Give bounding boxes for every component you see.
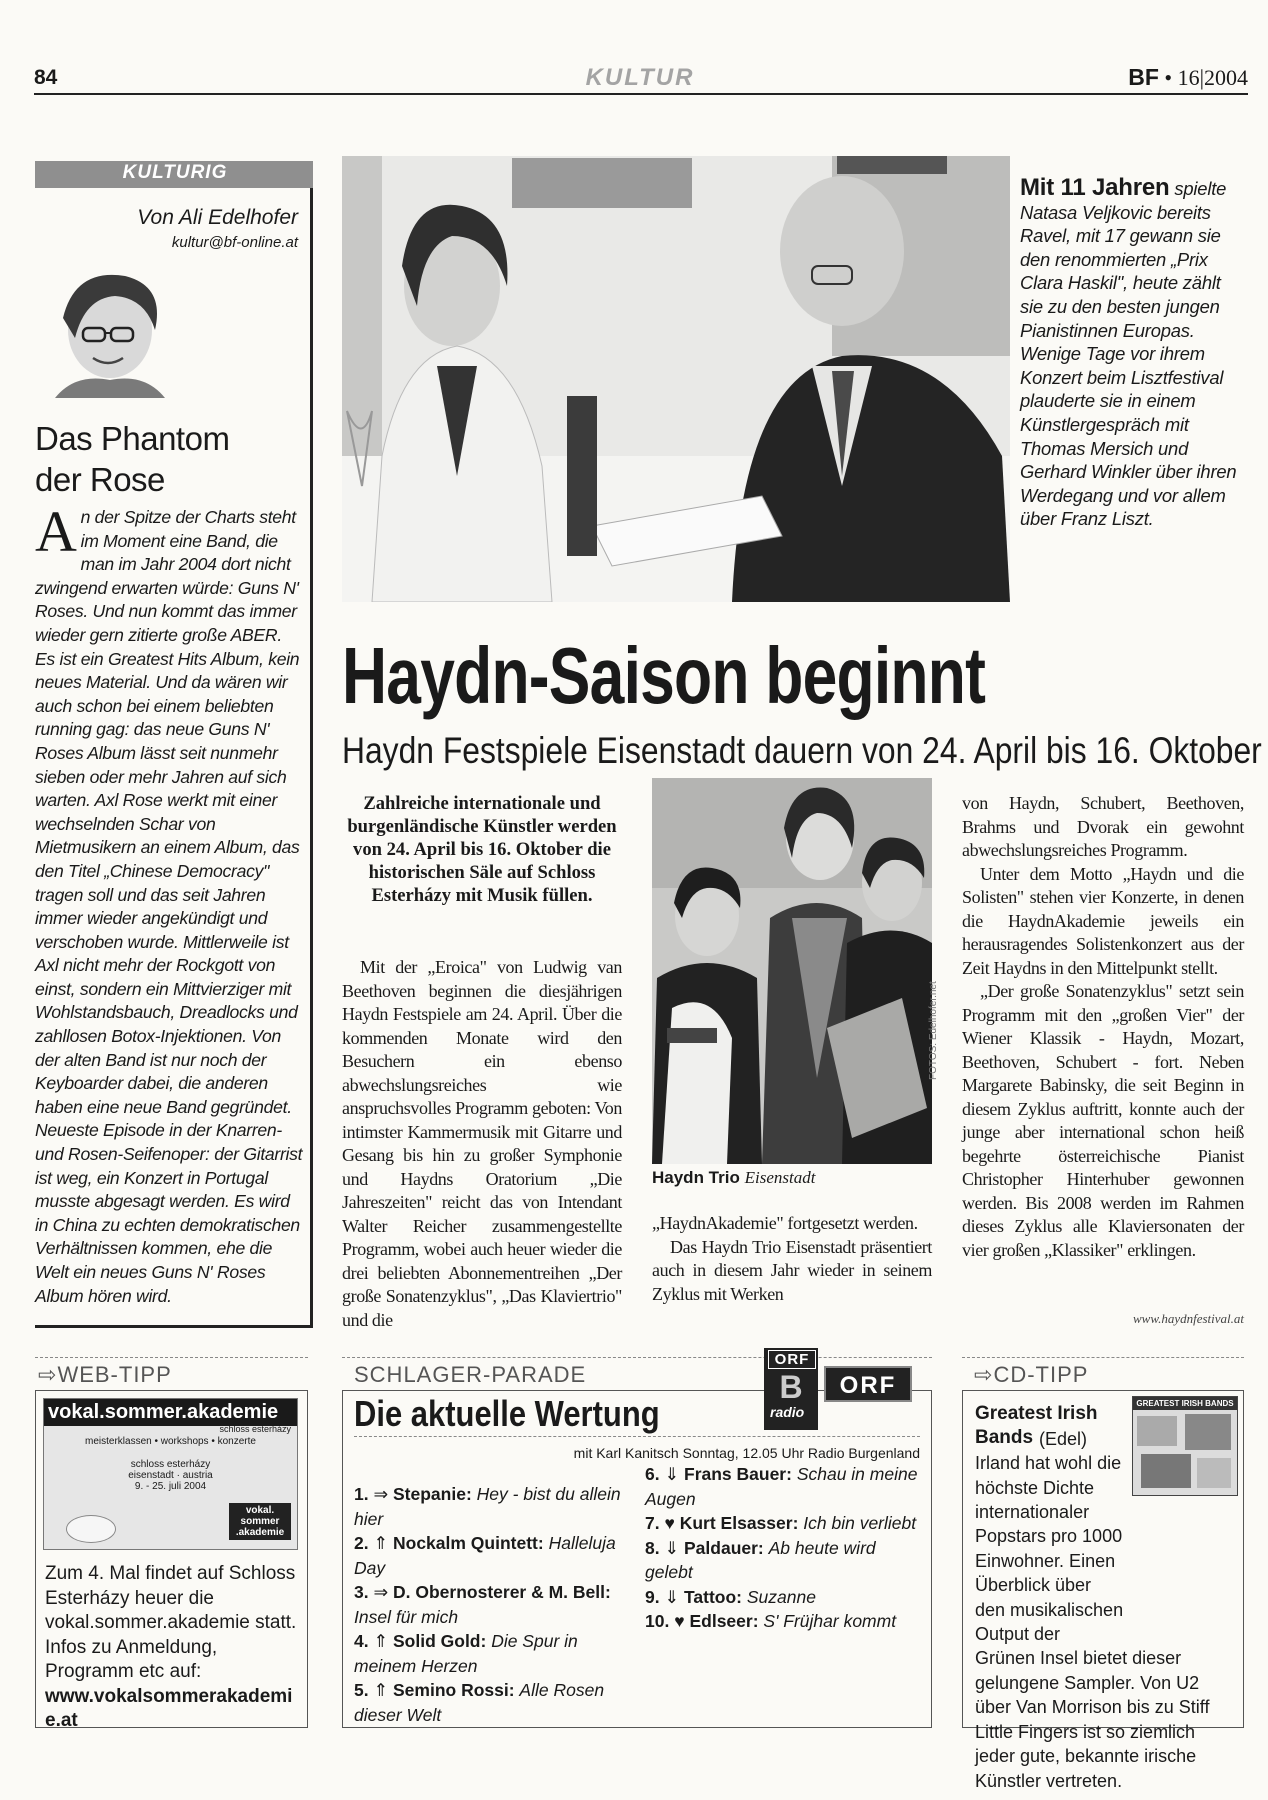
column-email: kultur@bf-online.at: [171, 234, 298, 251]
chart-song: Schau in meine Augen: [645, 1464, 918, 1509]
chart-artist: Solid Gold:: [393, 1631, 492, 1651]
chart-song: Suzanne: [746, 1586, 816, 1607]
article-text-2b: Das Haydn Trio Eisenstadt präsentiert auch in diesem Jahr wieder in seinem Zyklus mit Werken: [652, 1236, 932, 1304]
ad-line3: eisenstadt · austria: [128, 1470, 213, 1481]
ad-title: vokal.sommer.akademie: [44, 1399, 297, 1426]
chart-entry-1: [354, 1482, 624, 1531]
cd-cover-text: GREATEST IRISH BANDS: [1133, 1397, 1237, 1410]
chart-entry-5: [354, 1678, 624, 1727]
chart-artist: Stepanie:: [393, 1484, 477, 1504]
chart-entry-2: [354, 1531, 624, 1580]
web-tipp-body: Zum 4. Mal findet auf Schloss Esterházy heuer die vokal.sommer.akademie statt. Infos zu Anmeldung, Programm etc auf:: [45, 1563, 297, 1682]
chart-song: Alle Rosen dieser Welt: [354, 1680, 605, 1725]
column-title-line1: Das Phantom: [35, 420, 230, 457]
cd-body-wrap: [975, 1427, 1125, 1647]
cd-album: Greatest Irish Bands: [975, 1403, 1098, 1449]
chart-artist: Frans Bauer:: [684, 1464, 797, 1484]
chart-rank: 5.: [354, 1680, 374, 1700]
column-body: [35, 499, 303, 1308]
schlager-subtitle: mit Karl Kanitsch Sonntag, 12.05 Uhr Radio Burgenland: [573, 1445, 920, 1461]
article-column-3: [962, 792, 1244, 1262]
chart-entry-6: [645, 1462, 925, 1511]
arrow-icon: ⇨: [974, 1362, 994, 1387]
chart-list-a: [354, 1482, 624, 1727]
chart-artist: Tattoo:: [684, 1586, 747, 1607]
trio-caption: [652, 1168, 932, 1188]
section-title: KULTUR: [585, 64, 695, 91]
column-text: n der Spitze der Charts steht im Moment eine Band, die man im Jahr 2004 dort nicht zwingend erwarten würde: Guns N' Roses. Und nun kommt das immer wieder gern zitierte große ABER. Es ist ein Greatest Hits Album, kein neues Material. Und da wären wir auch schon bei einem beliebten running gag: das neue Guns N' Roses Album lässt seit nunmehr sieben oder mehr Jahren auf sich warten. Axl Rose werkt mit einer wechselnden Schar von Mietmusikern an einem Album, das den Titel „Chinese Democracy" tragen soll und das seit Jahren immer wieder angekündigt und verschoben wurde. Mittlerweile ist Axl nicht mehr der Rockgott von einst, sondern ein Mittvierziger mit Wohlstandsbauch, Dreadlocks und zahllosen Botox-Injektionen. Von der alten Band ist nur noch der Keyboarder dabei, die anderen haben eine neue Band gegründet. Neueste Episode in der Knarren- und Rosen-Seifenoper: der Gitarrist ist weg, ein Konzert in Portugal musste abgesagt werden. Es wird in China zu echten demokratischen Verhältnissen kommen, ehe die Welt ein neues Guns N' Roses Album hören wird.: [35, 507, 303, 1306]
cd-tipp-title: [974, 1362, 1088, 1388]
chart-entry-10: [645, 1609, 925, 1634]
ad-logo-line2: sommer: [240, 1516, 280, 1527]
chart-trend-icon: ⇒: [373, 1484, 393, 1504]
chart-song: Hey - bist du allein hier: [354, 1484, 621, 1529]
chart-artist: Kurt Elsasser:: [679, 1513, 804, 1533]
article-headline: Haydn-Saison beginnt: [342, 631, 986, 720]
chart-song: S' Früjhar kommt: [763, 1611, 897, 1631]
trio-photo: [652, 778, 932, 1164]
chart-trend-icon: ⇓: [664, 1537, 684, 1558]
chart-entry-8: [645, 1536, 925, 1585]
chart-rank: 10.: [645, 1611, 675, 1631]
column-dropcap: A: [35, 499, 77, 564]
trio-caption-bold: Haydn Trio: [652, 1168, 740, 1187]
interview-photo: [342, 156, 1010, 602]
schlager-title: SCHLAGER-PARADE: [354, 1362, 587, 1387]
column-title-line2: der Rose: [35, 461, 165, 498]
cd-body: Grünen Insel bietet dieser gelungene Sampler. Von U2 über Van Morrison bis zu Stiff Little Fingers ist so ziemlich jeder gute, bekannte irische Künstler vertreten.: [975, 1648, 1210, 1791]
chart-trend-icon: ⇒: [373, 1582, 393, 1602]
article-url: www.haydnfestival.at: [1133, 1311, 1244, 1326]
ad-line2: schloss esterházy: [130, 1459, 211, 1470]
cd-tipp-text: [975, 1402, 1240, 1793]
chart-trend-icon: ⇓: [664, 1586, 684, 1607]
cd-body-start: Irland hat wohl die höchste Dichte internationaler Popstars pro 1000 Einwohner. Einen Überblick über den musikalischen Output der: [975, 1453, 1124, 1645]
chart-rank: 1.: [354, 1484, 374, 1504]
web-tipp-url: www.vokalsommerakademie.at: [45, 1685, 293, 1731]
chart-rank: 2.: [354, 1533, 374, 1553]
web-tipp-ad: [43, 1398, 298, 1550]
chart-artist: Paldauer:: [684, 1537, 769, 1558]
article-text-3a: von Haydn, Schubert, Beethoven, Brahms und Dvorak ein gewohnt abwechslungsreiches Programm.: [962, 793, 1244, 860]
bullet: •: [1164, 65, 1173, 90]
chart-entry-3: [354, 1580, 624, 1629]
ad-line4: 9. - 25. juli 2004: [134, 1481, 207, 1492]
web-tipp-rule: [35, 1357, 308, 1358]
orf-logo-mid: B: [779, 1369, 803, 1405]
chart-song: Ich bin verliebt: [803, 1513, 917, 1533]
chart-song: Halleluja Day: [354, 1533, 616, 1578]
chart-list-b: [645, 1462, 925, 1634]
page-number: 84: [34, 66, 58, 89]
column-author: Von Ali Edelhofer: [137, 206, 298, 229]
chart-song: Ab heute wird gelebt: [645, 1537, 876, 1582]
chart-rank: 8.: [645, 1537, 665, 1558]
chart-rank: 4.: [354, 1631, 374, 1651]
caption-text: spielte Natasa Veljkovic bereits Ravel, mit 17 gewann sie den renommierten „Prix Clara Haskil", heute zählt sie zu den besten jungen Pianistinnen Europas. Wenige Tage vor ihrem Konzert beim Lisztfestival plauderte sie in einem Künstlergespräch mit Thomas Mersich und Gerhard Winkler über ihren Werdegang und vor allem über Franz Liszt.: [1020, 178, 1237, 530]
chart-trend-icon: ♥: [674, 1611, 690, 1631]
trio-caption-italic: Eisenstadt: [744, 1168, 816, 1187]
cd-tipp-title-text: CD-TIPP: [993, 1362, 1089, 1387]
chart-entry-4: [354, 1629, 624, 1678]
chart-artist: Edlseer:: [689, 1611, 764, 1631]
cd-tipp-rule: [962, 1357, 1244, 1358]
chart-song: Insel für mich: [354, 1606, 459, 1627]
article-column-1: [342, 956, 622, 1332]
chart-trend-icon: ⇑: [373, 1680, 393, 1700]
chart-trend-icon: ♥: [664, 1513, 680, 1533]
column-label: KULTURIG: [122, 162, 228, 183]
arrow-icon: ⇨: [38, 1362, 58, 1387]
ad-line1: meisterklassen • workshops • konzerte: [85, 1436, 256, 1447]
ad-logo: [229, 1503, 291, 1540]
schlager-headline: Die aktuelle Wertung: [354, 1393, 660, 1434]
ad-small: schloss esterházy: [219, 1424, 291, 1434]
header-rule: [34, 93, 1248, 95]
issue-info: [1128, 64, 1248, 91]
chart-trend-icon: ⇑: [373, 1533, 393, 1553]
article-subhead: Haydn Festspiele Eisenstadt dauern von 24. April bis 16. Oktober: [342, 730, 1262, 771]
chart-entry-7: [645, 1511, 925, 1536]
article-lead: Zahlreiche internationale und burgenländische Künstler werden von 24. April bis 16. Oktober die historischen Säle auf Schloss Esterházy mit Musik füllen.: [347, 793, 617, 906]
chart-song: Die Spur in meinem Herzen: [354, 1631, 578, 1676]
ad-logo-line3: .akademie: [235, 1527, 285, 1538]
chart-artist: Semino Rossi:: [393, 1680, 520, 1700]
article-column-2: [652, 1212, 932, 1306]
web-tipp-title: [38, 1362, 172, 1388]
article-text-2a: „HaydnAkademie" fortgesetzt werden.: [652, 1213, 918, 1233]
chart-entry-9: [645, 1585, 925, 1610]
article-text-1: Mit der „Eroica" von Ludwig van Beethoven beginnen die diesjährigen Haydn Festspiele am 24. April. Über die kommenden Monate wird den Besuchern ein ebenso abwechslungsreiches wie anspruchsvolles Programm geboten: Von intimster Kammermusik mit Gitarre und Gesang bis hin zu großer Symphonie und Haydns Oratorium „Die Jahreszeiten" reicht das von Intendant Walter Reicher zusammengestellte Programm, wobei auch heuer wieder die drei beliebten Abonnementreihen „Der große Sonatenzyklus", „Das Klaviertrio" und die: [342, 957, 623, 1330]
ad-logo-line1: vokal.: [245, 1505, 275, 1516]
author-portrait: [35, 268, 170, 398]
cd-label: (Edel): [1039, 1428, 1088, 1449]
schlager-divider: [354, 1436, 920, 1437]
chart-rank: 7.: [645, 1513, 665, 1533]
web-tipp-text: [45, 1562, 300, 1734]
issue-number: 16|2004: [1177, 65, 1248, 90]
orf-logo: [764, 1348, 914, 1430]
orf-logo-top: ORF: [768, 1350, 816, 1369]
chart-trend-icon: ⇓: [664, 1464, 684, 1484]
chart-rank: 6.: [645, 1464, 665, 1484]
chart-trend-icon: ⇑: [373, 1631, 393, 1651]
caption-lead: Mit 11 Jahren: [1020, 174, 1170, 201]
article-text-3c: „Der große Sonatenzyklus" setzt sein Programm mit den „großen Vier" der Wiener Klassik - Haydn, Mozart, Beethoven, Schubert - fort. Neben Margarete Babinsky, die seit Beginn in diesem Zyklus auftritt, konnte auch der junge aber international schon heiß begehrte österreichische Pianist Christopher Hinterhuber gewonnen werden. Bis 2008 werden im Rahmen dieses Zyklus alle Klaviersonaten der vier großen „Klassiker" erklingen.: [962, 981, 1244, 1260]
orf-logo-right: ORF: [824, 1366, 912, 1402]
photo-credit: FOTOS: Edelhofer.net: [928, 981, 939, 1080]
chart-rank: 9.: [645, 1586, 665, 1607]
web-tipp-title-text: WEB-TIPP: [57, 1362, 172, 1387]
column-title: [35, 418, 305, 500]
photo-caption: [1020, 176, 1240, 531]
chart-rank: 3.: [354, 1582, 374, 1602]
chart-artist: D. Obernosterer & M. Bell:: [393, 1582, 611, 1602]
ad-oval: [66, 1515, 116, 1543]
orf-logo-radio: radio: [770, 1404, 805, 1420]
magazine-name: BF: [1128, 64, 1159, 90]
article-text-3b: Unter dem Motto „Haydn und die Solisten" stehen vier Konzerte, in denen die HaydnAkademie jeweils ein herausragendes Solistenkonzert aus der Zeit Haydns in den Mittelpunkt stellt.: [962, 863, 1244, 978]
chart-artist: Nockalm Quintett:: [393, 1533, 549, 1553]
